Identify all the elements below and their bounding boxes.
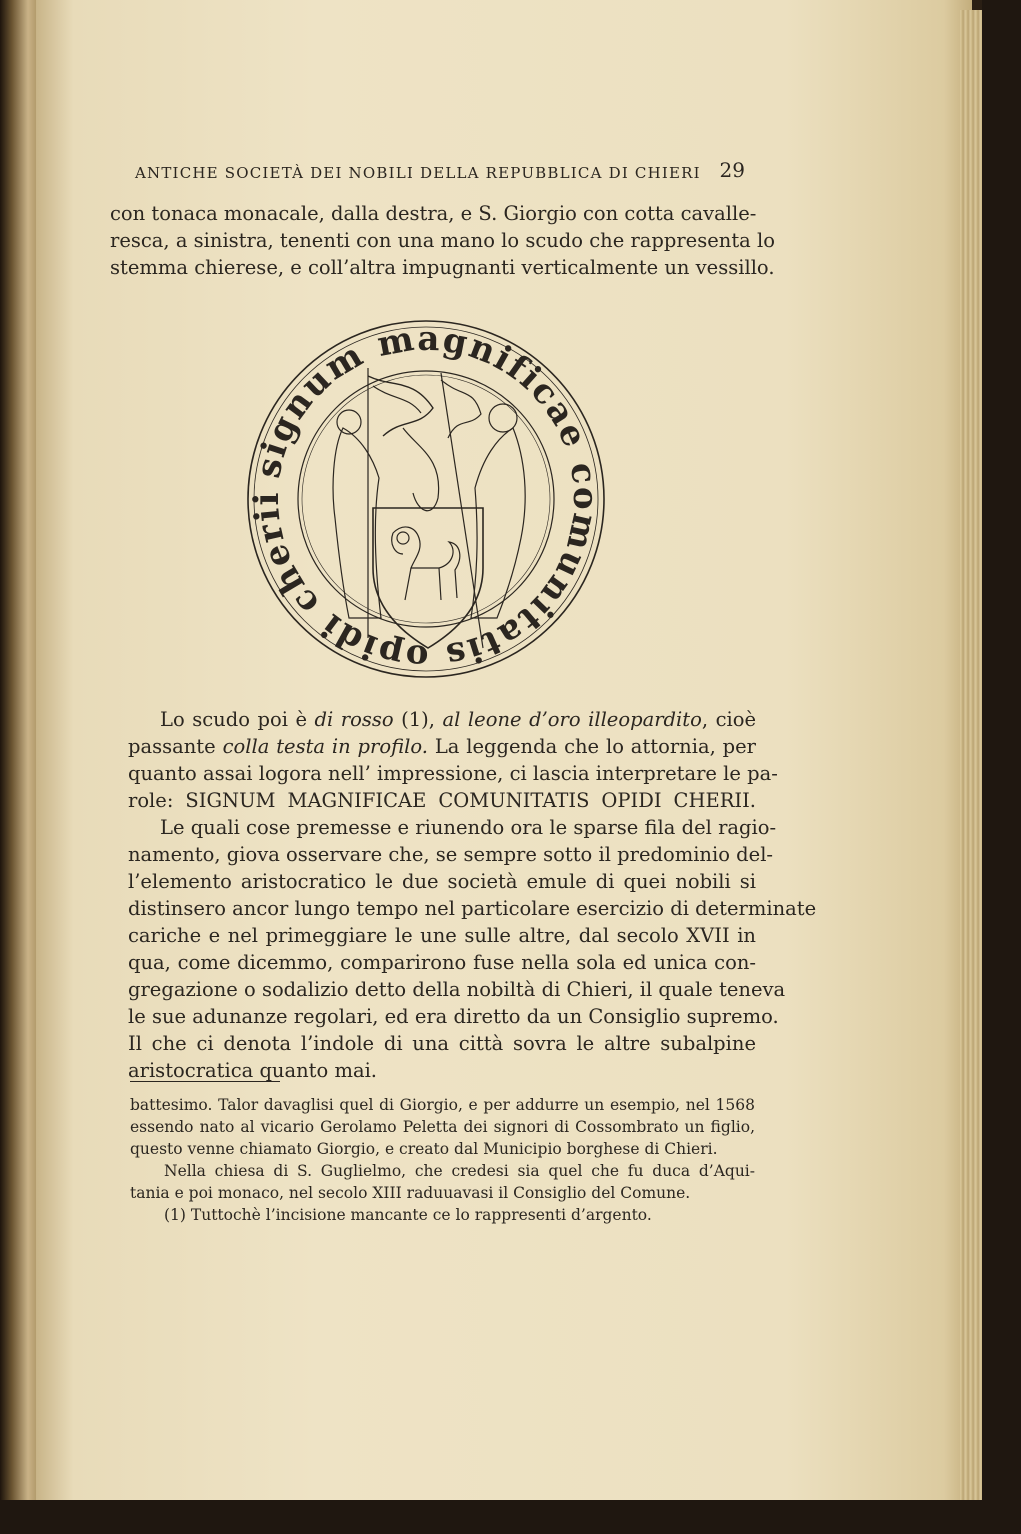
footnote-line: tania e poi monaco, nel secolo XIII raduuavasi il Consiglio del Comune. bbox=[130, 1184, 691, 1202]
text-line bbox=[128, 733, 756, 760]
text-line: namento, giova osservare che, se sempre sotto il predominio del- bbox=[128, 843, 774, 866]
footnote-line: battesimo. Talor davaglisi quel di Giorgio, e per addurre un esempio, nel 1568 bbox=[130, 1096, 755, 1114]
seal-engraving bbox=[243, 318, 609, 680]
text-line: qua, come dicemmo, comparirono fuse nella sola ed unica con- bbox=[128, 951, 756, 974]
page-stack-edge bbox=[960, 10, 982, 1505]
running-header bbox=[135, 158, 745, 188]
text-run: , cioè bbox=[701, 708, 757, 731]
footnote-line: questo venne chiamato Giorgio, e creato dal Municipio borghese di Chieri. bbox=[130, 1140, 718, 1158]
text-line: con tonaca monacale, dalla destra, e S. Giorgio con cotta cavalle- bbox=[110, 202, 757, 225]
text-line bbox=[128, 706, 756, 733]
running-title: ANTICHE SOCIETÀ DEI NOBILI DELLA REPUBBLICA DI CHIERI bbox=[135, 164, 701, 182]
footnote-line: Nella chiesa di S. Guglielmo, che credesi sia quel che fu duca d’Aqui- bbox=[164, 1162, 755, 1180]
footnotes bbox=[130, 1094, 755, 1226]
footnote-rule bbox=[130, 1081, 280, 1082]
footnote-line: essendo nato al vicario Gerolamo Peletta dei signori di Cossombrato un figlio, bbox=[130, 1118, 755, 1136]
text-line: role: SIGNUM MAGNIFICAE COMUNITATIS OPIDI CHERII. bbox=[128, 789, 756, 812]
text-line: stemma chierese, e coll’altra impugnanti verticalmente un vessillo. bbox=[110, 256, 775, 279]
text-line: Le quali cose premesse e riunendo ora le sparse fila del ragio- bbox=[160, 816, 777, 839]
text-line: aristocratica quanto mai. bbox=[128, 1059, 378, 1082]
text-line: resca, a sinistra, tenenti con una mano lo scudo che rappresenta lo bbox=[110, 229, 775, 252]
text-line: quanto assai logora nell’ impressione, ci lascia interpretare le pa- bbox=[128, 762, 778, 785]
text-run: Lo scudo poi è bbox=[160, 708, 315, 731]
text-run: La leggenda che lo attornia, per bbox=[427, 735, 756, 758]
italic-run: di rosso bbox=[314, 708, 394, 731]
text-line: cariche e nel primeggiare le une sulle altre, dal secolo XVII in bbox=[128, 924, 756, 947]
background-bottom bbox=[0, 1500, 1021, 1534]
text-run: (1), bbox=[393, 708, 443, 731]
italic-run: al leone d’oro illeopardito bbox=[442, 708, 702, 731]
text-line: l’elemento aristocratico le due società emule di quei nobili si bbox=[128, 870, 756, 893]
page-number: 29 bbox=[719, 158, 745, 182]
main-text bbox=[128, 706, 817, 1084]
left-page-edge bbox=[0, 0, 40, 1534]
italic-run: colla testa in profilo. bbox=[222, 735, 428, 758]
background-right bbox=[982, 0, 1021, 1534]
intro-paragraph bbox=[110, 200, 775, 281]
text-line: gregazione o sodalizio detto della nobiltà di Chieri, il quale teneva bbox=[128, 978, 786, 1001]
footnote-1: (1) Tuttochè l’incisione mancante ce lo rappresenti d’argento. bbox=[164, 1206, 652, 1224]
seal-legend-text: signum magnificae comunitatis opidi cherii bbox=[246, 318, 606, 678]
text-line: le sue adunanze regolari, ed era diretto da un Consiglio supremo. bbox=[128, 1005, 779, 1028]
text-line: Il che ci denota l’indole di una città sovra le altre subalpine bbox=[128, 1032, 756, 1055]
text-line: distinsero ancor lungo tempo nel particolare esercizio di determinate bbox=[128, 897, 817, 920]
text-run: passante bbox=[128, 735, 223, 758]
